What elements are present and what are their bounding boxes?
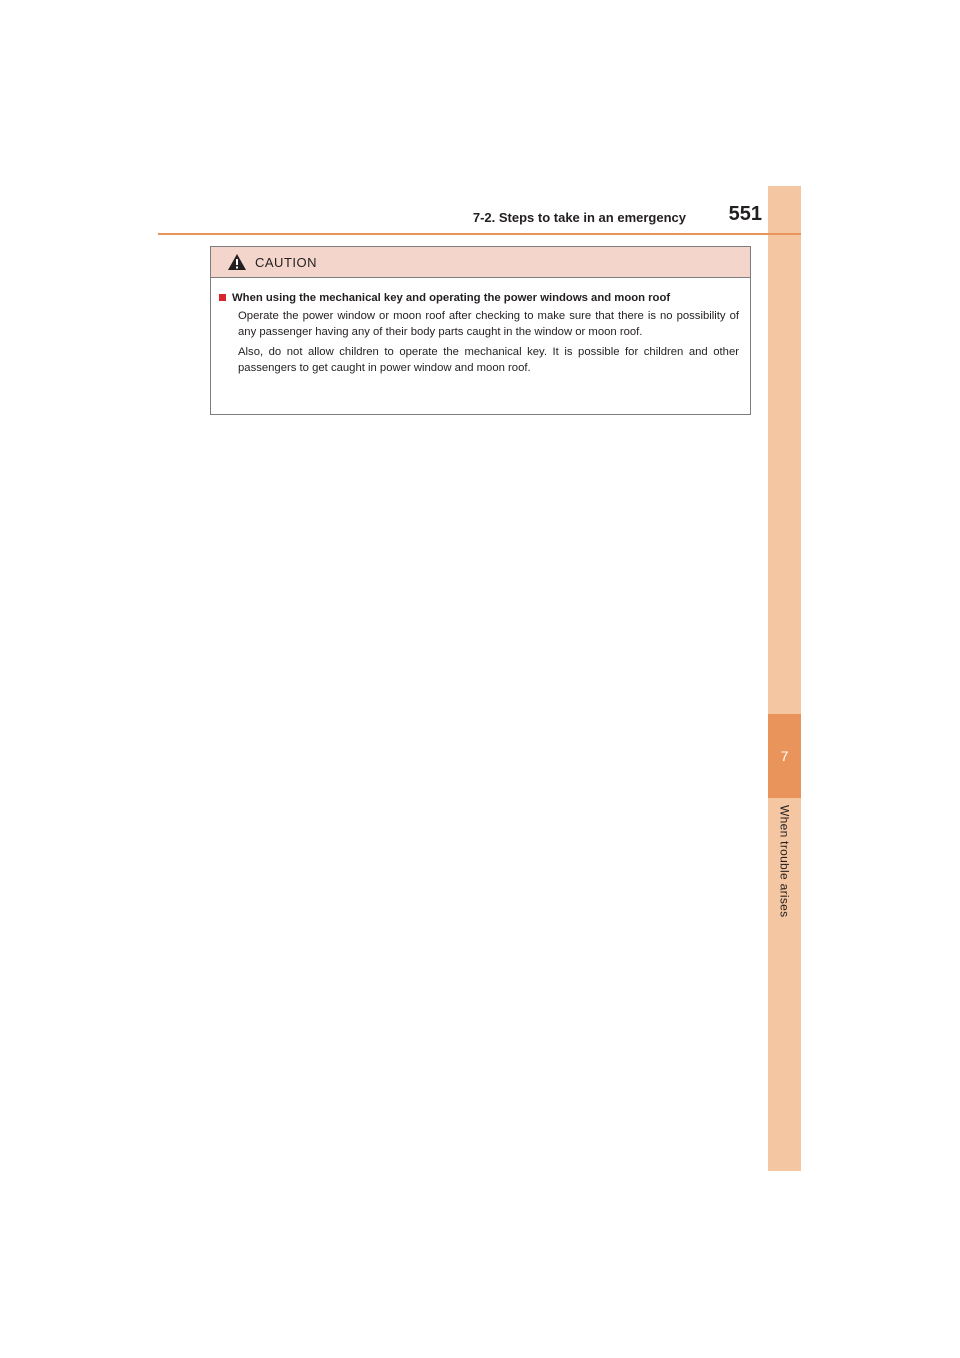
caution-body (211, 278, 750, 376)
caution-heading-text: When using the mechanical key and operating the power windows and moon roof (232, 292, 671, 304)
side-tab-strip (768, 186, 801, 1171)
caution-header (211, 247, 750, 278)
red-square-bullet-icon (219, 294, 226, 301)
caution-paragraph: Also, do not allow children to operate the mechanical key. It is possible for children and other passengers to get caught in power window and moon roof. (238, 346, 739, 374)
page-number: 551 (728, 203, 762, 225)
section-title: 7-2. Steps to take in an emergency (472, 210, 686, 225)
caution-box (210, 246, 751, 415)
header-divider (158, 233, 801, 235)
chapter-number: 7 (780, 748, 789, 764)
caution-heading (219, 290, 739, 306)
chapter-number-tab[interactable] (768, 714, 801, 798)
caution-paragraph: Operate the power window or moon roof after checking to make sure that there is no possibility of any passenger having any of their body parts caught in the window or moon roof. (238, 310, 739, 338)
caution-title: CAUTION (255, 254, 317, 270)
chapter-label-text: When trouble arises (777, 805, 792, 918)
chapter-label-tab (768, 805, 801, 945)
warning-triangle-icon (227, 253, 247, 271)
